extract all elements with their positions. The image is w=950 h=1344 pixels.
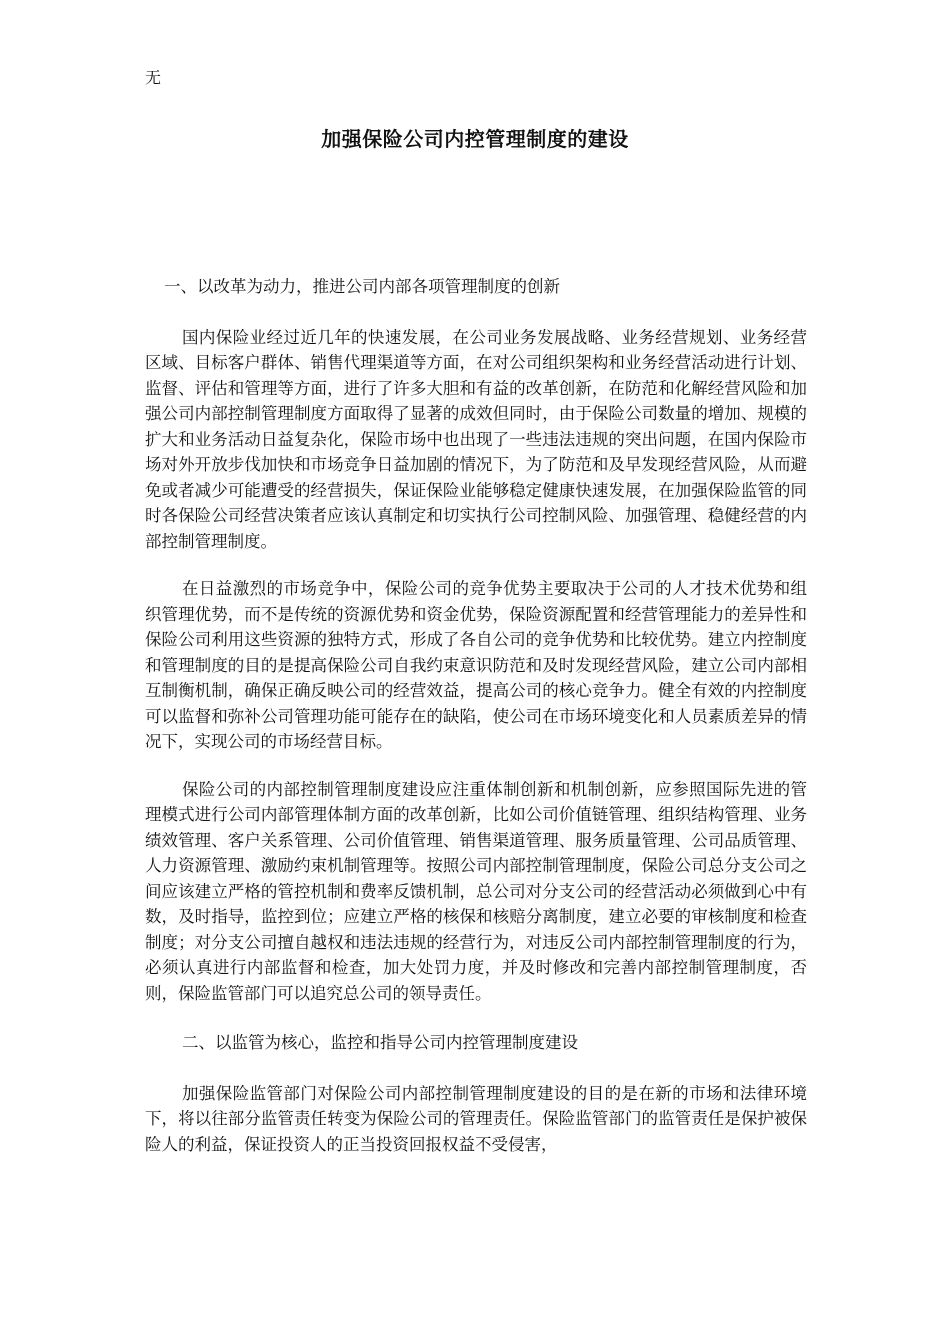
section-1-paragraph-2: 在日益激烈的市场竞争中，保险公司的竞争优势主要取决于公司的人才技术优势和组织管理优势，而不是传统的资源优势和资金优势，保险资源配置和经营管理能力的差异性和保险公司利用这些资源的独特方式，形成了各自公司的竞争优势和比较优势。建立内控制度和管理制度的目的是提高保险公司自我约束意识防范和及时发现经营风险，建立公司内部相互制衡机制，确保正确反映公司的经营效益，提高公司的核心竞争力。健全有效的内控制度可以监督和弥补公司管理功能可能存在的缺陷，使公司在市场环境变化和人员素质差异的情况下，实现公司的市场经营目标。 [145,579,807,751]
section-heading-1: 一、以改革为动力，推进公司内部各项管理制度的创新 [164,277,560,296]
document-title: 加强保险公司内控管理制度的建设 [321,127,629,151]
document-body [145,274,807,1157]
section-1-paragraph-1: 国内保险业经过近几年的快速发展，在公司业务发展战略、业务经营规划、业务经营区域、目标客户群体、销售代理渠道等方面，在对公司组织架构和业务经营活动进行计划、监督、评估和管理等方面，进行了许多大胆和有益的改革创新，在防范和化解经营风险和加强公司内部控制管理制度方面取得了显著的成效但同时，由于保险公司数量的增加、规模的扩大和业务活动日益复杂化，保险市场中也出现了一些违法违规的突出问题，在国内保险市场对外开放步伐加快和市场竞争日益加剧的情况下，为了防范和及早发现经营风险，从而避免或者减少可能遭受的经营损失，保证保险业能够稳定健康快速发展，在加强保险监管的同时各保险公司经营决策者应该认真制定和切实执行公司控制风险、加强管理、稳健经营的内部控制管理制度。 [145,327,807,551]
section-1-paragraph-3: 保险公司的内部控制管理制度建设应注重体制创新和机制创新，应参照国际先进的管理模式进行公司内部管理体制方面的改革创新，比如公司价值链管理、组织结构管理、业务绩效管理、客户关系管理、公司价值管理、销售渠道管理、服务质量管理、公司品质管理、人力资源管理、激励约束机制管理等。按照公司内部控制管理制度，保险公司总分支公司之间应该建立严格的管控机制和费率反馈机制，总公司对分支公司的经营活动必须做到心中有数，及时指导，监控到位；应建立严格的核保和核赔分离制度，建立必要的审核制度和检查制度；对分支公司擅自越权和违法违规的经营行为，对违反公司内部控制管理制度的行为，必须认真进行内部监督和检查，加大处罚力度，并及时修改和完善内部控制管理制度，否则，保险监管部门可以追究总公司的领导责任。 [145,779,807,1003]
section-2-paragraph-1: 加强保险监管部门对保险公司内部控制管理制度建设的目的是在新的市场和法律环境下，将以往部分监管责任转变为保险公司的管理责任。保险监管部门的监管责任是保护被保险人的利益，保证投资人的正当投资回报权益不受侵害， [145,1083,807,1154]
section-heading-2: 二、以监管为核心，监控和指导公司内控管理制度建设 [182,1033,578,1052]
header-mark: 无 [145,68,162,87]
